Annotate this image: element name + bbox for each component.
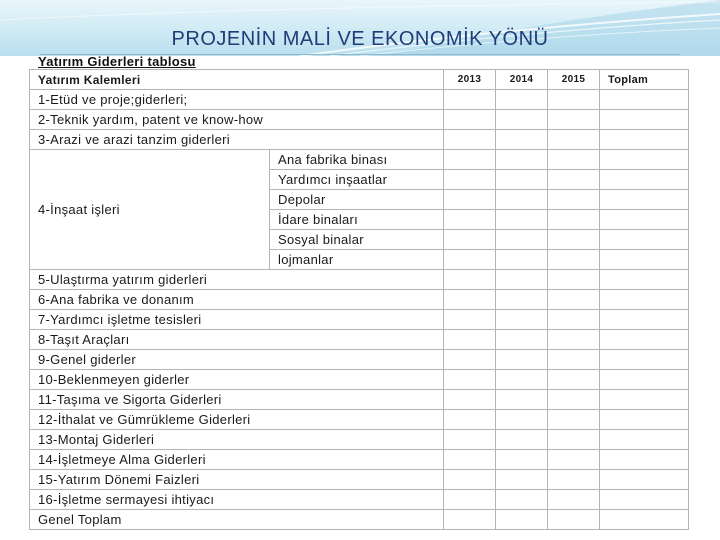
table-cell-empty[interactable] [496, 450, 548, 470]
table-cell-empty[interactable] [548, 170, 600, 190]
table-row [30, 150, 689, 170]
table-cell-empty[interactable] [444, 170, 496, 190]
table-row [30, 510, 689, 530]
table-cell-empty[interactable] [548, 90, 600, 110]
table-cell-empty[interactable] [600, 510, 689, 530]
table-cell-empty[interactable] [600, 450, 689, 470]
table-cell-empty[interactable] [600, 470, 689, 490]
table-cell-empty[interactable] [548, 450, 600, 470]
table-cell-empty[interactable] [548, 330, 600, 350]
table-cell-empty[interactable] [548, 250, 600, 270]
table-cell-empty[interactable] [548, 510, 600, 530]
table-cell-empty[interactable] [600, 190, 689, 210]
table-cell-empty[interactable] [444, 450, 496, 470]
table-cell-empty[interactable] [548, 310, 600, 330]
table-header-row [30, 70, 689, 90]
table-cell-empty[interactable] [600, 290, 689, 310]
table-cell-empty[interactable] [444, 150, 496, 170]
table-row [30, 470, 689, 490]
row-label: 1-Etüd ve proje;giderleri; [30, 90, 444, 110]
table-row [30, 350, 689, 370]
table-cell-empty[interactable] [548, 270, 600, 290]
table-cell-empty[interactable] [444, 430, 496, 450]
table-cell-empty[interactable] [444, 90, 496, 110]
table-cell-empty[interactable] [444, 310, 496, 330]
table-cell-empty[interactable] [600, 150, 689, 170]
subitem-label: Sosyal binalar [270, 230, 444, 250]
row-label: 9-Genel giderler [30, 350, 444, 370]
table-cell-empty[interactable] [444, 230, 496, 250]
header-total: Toplam [600, 70, 689, 90]
table-row [30, 330, 689, 350]
row-label: 10-Beklenmeyen giderler [30, 370, 444, 390]
row-label: 12-İthalat ve Gümrükleme Giderleri [30, 410, 444, 430]
table-row [30, 410, 689, 430]
table-cell-empty[interactable] [548, 290, 600, 310]
table-cell-empty[interactable] [600, 210, 689, 230]
table-row [30, 450, 689, 470]
page-title: PROJENİN MALİ VE EKONOMİK YÖNÜ [171, 28, 549, 50]
subitem-label: Yardımcı inşaatlar [270, 170, 444, 190]
table-cell-empty[interactable] [548, 350, 600, 370]
table-cell-empty[interactable] [496, 410, 548, 430]
subitem-label: Ana fabrika binası [270, 150, 444, 170]
table-title: Yatırım Giderleri tablosu [38, 54, 196, 69]
table-cell-empty[interactable] [444, 330, 496, 350]
table-cell-empty[interactable] [496, 150, 548, 170]
row-label: 14-İşletmeye Alma Giderleri [30, 450, 444, 470]
table-cell-empty[interactable] [600, 330, 689, 350]
table-cell-empty[interactable] [548, 430, 600, 450]
subitem-label: lojmanlar [270, 250, 444, 270]
table-cell-empty[interactable] [600, 430, 689, 450]
table-row [30, 490, 689, 510]
table-cell-empty[interactable] [444, 470, 496, 490]
table-cell-empty[interactable] [548, 410, 600, 430]
table-row [30, 90, 689, 110]
subitem-label: Depolar [270, 190, 444, 210]
table-cell-empty[interactable] [496, 330, 548, 350]
table-cell-empty[interactable] [600, 390, 689, 410]
table-cell-empty[interactable] [548, 190, 600, 210]
table-cell-empty[interactable] [444, 390, 496, 410]
row-label: 16-İşletme sermayesi ihtiyacı [30, 490, 444, 510]
table-cell-empty[interactable] [548, 210, 600, 230]
table-cell-empty[interactable] [600, 490, 689, 510]
table-cell-empty[interactable] [600, 350, 689, 370]
table-cell-empty[interactable] [600, 110, 689, 130]
table-cell-empty[interactable] [496, 190, 548, 210]
table-row [30, 430, 689, 450]
table-row [30, 110, 689, 130]
table-cell-empty[interactable] [548, 230, 600, 250]
table-cell-empty[interactable] [444, 350, 496, 370]
header-year: 2013 [444, 70, 496, 90]
table-cell-empty[interactable] [496, 430, 548, 450]
table-cell-empty[interactable] [444, 290, 496, 310]
table-cell-empty[interactable] [496, 470, 548, 490]
table-row [30, 130, 689, 150]
table-cell-empty[interactable] [496, 110, 548, 130]
row-label: 4-İnşaat işleri [30, 150, 270, 270]
table-cell-empty[interactable] [444, 210, 496, 230]
header-year: 2014 [496, 70, 548, 90]
table-cell-empty[interactable] [548, 470, 600, 490]
table-cell-empty[interactable] [496, 290, 548, 310]
table-cell-empty[interactable] [496, 170, 548, 190]
table-cell-empty[interactable] [600, 310, 689, 330]
table-cell-empty[interactable] [600, 230, 689, 250]
table-cell-empty[interactable] [548, 130, 600, 150]
table-cell-empty[interactable] [444, 250, 496, 270]
table-cell-empty[interactable] [496, 510, 548, 530]
table-cell-empty[interactable] [600, 370, 689, 390]
table-cell-empty[interactable] [444, 490, 496, 510]
table-cell-empty[interactable] [444, 410, 496, 430]
row-label: 3-Arazi ve arazi tanzim giderleri [30, 130, 444, 150]
table-cell-empty[interactable] [444, 130, 496, 150]
table-cell-empty[interactable] [600, 410, 689, 430]
subitem-label: İdare binaları [270, 210, 444, 230]
investment-table [29, 69, 689, 530]
table-cell-empty[interactable] [496, 490, 548, 510]
row-label: 7-Yardımcı işletme tesisleri [30, 310, 444, 330]
table-cell-empty[interactable] [444, 190, 496, 210]
table-row [30, 390, 689, 410]
row-label: 6-Ana fabrika ve donanım [30, 290, 444, 310]
header-items: Yatırım Kalemleri [30, 70, 444, 90]
table-cell-empty[interactable] [496, 350, 548, 370]
table-row [30, 290, 689, 310]
table-cell-empty[interactable] [600, 170, 689, 190]
row-label: Genel Toplam [30, 510, 444, 530]
table-cell-empty[interactable] [600, 250, 689, 270]
table-cell-empty[interactable] [496, 270, 548, 290]
row-label: 2-Teknik yardım, patent ve know-how [30, 110, 444, 130]
table-cell-empty[interactable] [444, 270, 496, 290]
table-cell-empty[interactable] [600, 130, 689, 150]
row-label: 15-Yatırım Dönemi Faizleri [30, 470, 444, 490]
table-cell-empty[interactable] [496, 250, 548, 270]
table-cell-empty[interactable] [444, 370, 496, 390]
table-cell-empty[interactable] [496, 230, 548, 250]
table-cell-empty[interactable] [496, 90, 548, 110]
table-cell-empty[interactable] [548, 110, 600, 130]
table-cell-empty[interactable] [600, 90, 689, 110]
table-cell-empty[interactable] [496, 130, 548, 150]
table-cell-empty[interactable] [496, 310, 548, 330]
table-cell-empty[interactable] [496, 390, 548, 410]
table-row [30, 270, 689, 290]
table-cell-empty[interactable] [548, 370, 600, 390]
row-label: 11-Taşıma ve Sigorta Giderleri [30, 390, 444, 410]
row-label: 13-Montaj Giderleri [30, 430, 444, 450]
row-label: 5-Ulaştırma yatırım giderleri [30, 270, 444, 290]
table-cell-empty[interactable] [600, 270, 689, 290]
row-label: 8-Taşıt Araçları [30, 330, 444, 350]
table-cell-empty[interactable] [548, 150, 600, 170]
table-cell-empty[interactable] [496, 370, 548, 390]
table-row [30, 370, 689, 390]
table-cell-empty[interactable] [444, 110, 496, 130]
table-cell-empty[interactable] [496, 210, 548, 230]
header-year: 2015 [548, 70, 600, 90]
table-cell-empty[interactable] [548, 490, 600, 510]
table-cell-empty[interactable] [444, 510, 496, 530]
table-row [30, 310, 689, 330]
table-cell-empty[interactable] [548, 390, 600, 410]
